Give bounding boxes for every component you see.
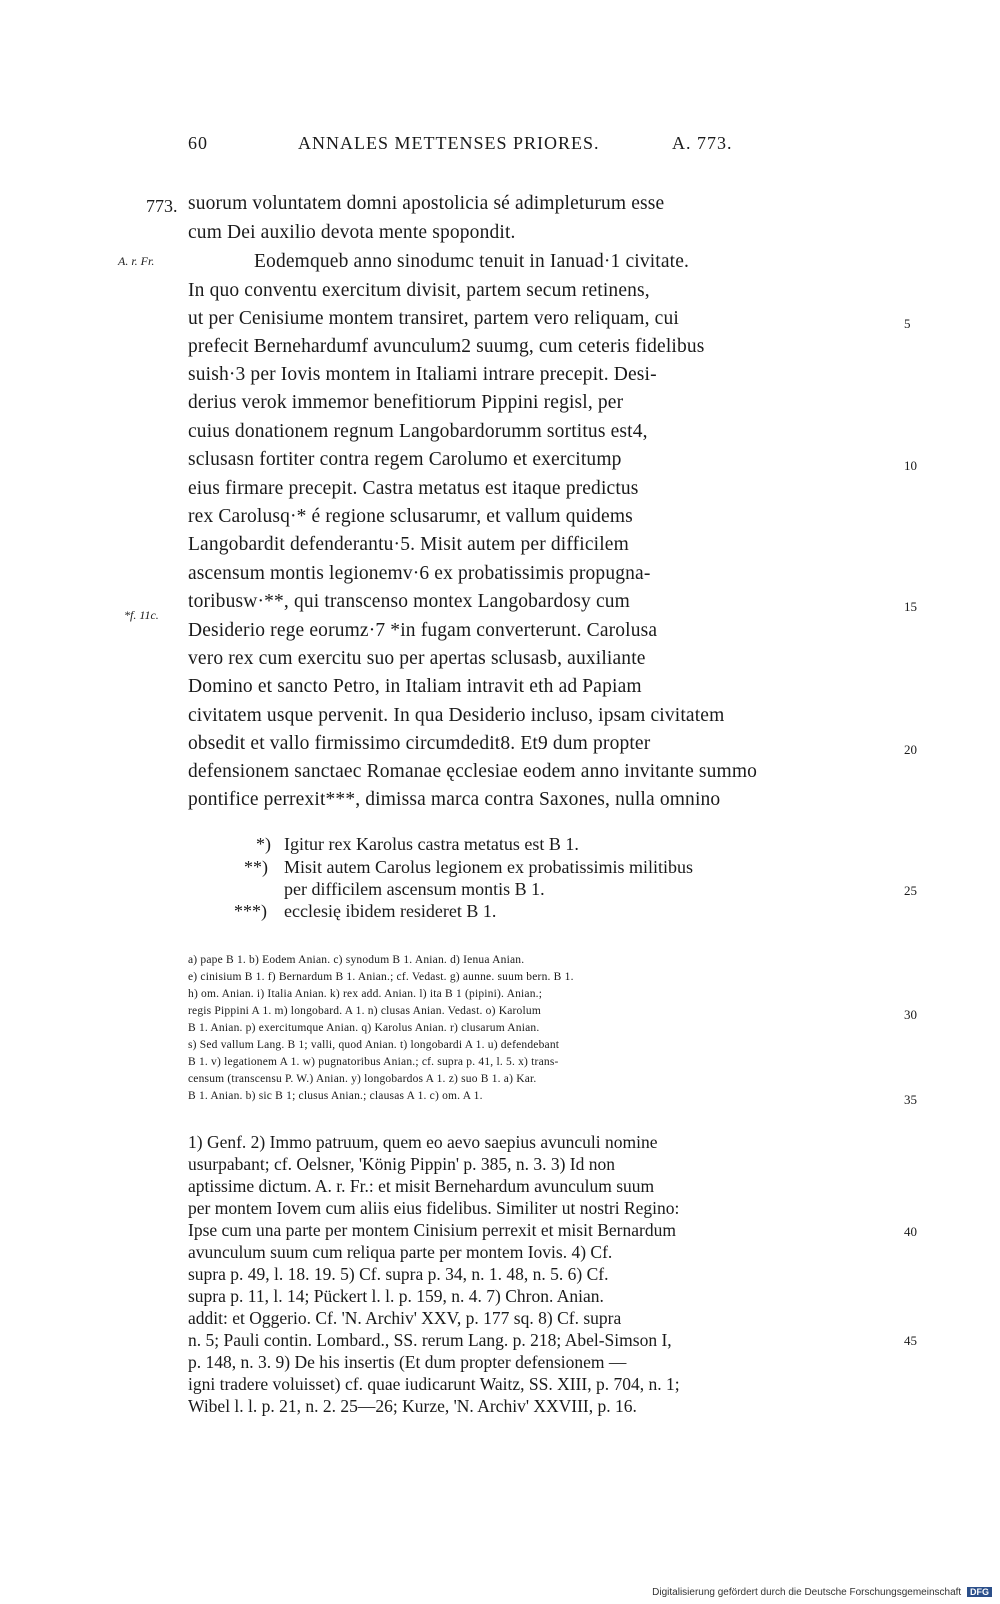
footnote-line: aptissime dictum. A. r. Fr.: et misit Bernehardum avunculum suum	[188, 1176, 655, 1196]
body-line: pontifice perrexit***, dimissa marca contra Saxones, nulla omnino	[188, 789, 721, 810]
star-note-text: ecclesię ibidem resideret B 1.	[284, 901, 497, 921]
apparatus-line: s) Sed vallum Lang. B 1; valli, quod Anian. t) longobardi A 1. u) defendebant	[188, 1039, 560, 1051]
line-number: 45	[904, 1333, 917, 1348]
line-number: 30	[904, 1007, 917, 1022]
dfg-logo: DFG	[967, 1587, 992, 1597]
body-line: cum Dei auxilio devota mente spopondit.	[188, 222, 516, 243]
body-line: Langobardit defenderantu·5. Misit autem per difficilem	[188, 534, 629, 555]
line-number: 10	[904, 458, 917, 473]
footnote-line: igni tradere voluisset) cf. quae iudicarunt Waitz, SS. XIII, p. 704, n. 1;	[188, 1374, 680, 1394]
body-line: In quo conventu exercitum divisit, partem secum retinens,	[188, 280, 650, 301]
body-line: derius verok immemor benefitiorum Pippini regisl, per	[188, 392, 624, 413]
apparatus-line: censum (transcensu P. W.) Anian. y) longobardos A 1. z) suo B 1. a) Kar.	[188, 1073, 537, 1085]
footnote-line: p. 148, n. 3. 9) De his insertis (Et dum propter defensionem —	[188, 1352, 627, 1372]
apparatus-line: a) pape B 1. b) Eodem Anian. c) synodum B 1. Anian. d) Ienua Anian.	[188, 954, 525, 966]
apparatus-line: B 1. Anian. b) sic B 1; clusus Anian.; clausas A 1. c) om. A 1.	[188, 1090, 483, 1102]
line-number: 35	[904, 1092, 917, 1107]
footnote-line: supra p. 11, l. 14; Pückert l. l. p. 159, n. 4. 7) Chron. Anian.	[188, 1286, 604, 1306]
footnote-line: supra p. 49, l. 18. 19. 5) Cf. supra p. 34, n. 1. 48, n. 5. 6) Cf.	[188, 1264, 609, 1284]
body-line: obsedit et vallo firmissimo circumdedit8. Et9 dum propter	[188, 733, 651, 754]
footnote-line: Wibel l. l. p. 21, n. 2. 25—26; Kurze, 'N. Archiv' XXVIII, p. 16.	[188, 1396, 637, 1416]
body-line: cuius donationem regnum Langobardorumm sortitus est4,	[188, 421, 648, 442]
apparatus-line: B 1. Anian. p) exercitumque Anian. q) Karolus Anian. r) clusarum Anian.	[188, 1022, 540, 1034]
body-line: Eodemqueb anno sinodumc tenuit in Ianuad·1 civitate.	[254, 251, 690, 272]
body-line: suorum voluntatem domni apostolicia sé adimpleturum esse	[188, 193, 665, 214]
star-note-text: Igitur rex Karolus castra metatus est B 1.	[284, 834, 579, 854]
star-note-mark: ***)	[234, 901, 267, 921]
footnote-line: Ipse cum una parte per montem Cinisium perrexit et misit Bernardum	[188, 1220, 676, 1240]
apparatus-line: e) cinisium B 1. f) Bernardum B 1. Anian.; cf. Vedast. g) aunne. suum bern. B 1.	[188, 971, 574, 983]
body-line: sclusasn fortiter contra regem Carolumo et exercitump	[188, 449, 622, 470]
apparatus-line: h) om. Anian. i) Italia Anian. k) rex add. Anian. l) ita B 1 (pipini). Anian.;	[188, 988, 543, 1000]
body-line: rex Carolusq·* é regione sclusarumr, et vallum quidems	[188, 506, 633, 527]
body-line: ascensum montis legionemv·6 ex probatissimis propugna-	[188, 563, 651, 584]
body-line: suish·3 per Iovis montem in Italiami intrare precepit. Desi-	[188, 364, 657, 385]
body-line: toribusw·**, qui transcenso montex Langobardosy cum	[188, 591, 630, 612]
star-note-text: Misit autem Carolus legionem ex probatissimis militibus	[284, 857, 693, 877]
star-note-text: per difficilem ascensum montis B 1.	[284, 879, 545, 899]
running-title: ANNALES METTENSES PRIORES.	[298, 133, 600, 153]
page-number: 60	[188, 133, 208, 153]
body-line: eius firmare precepit. Castra metatus est itaque predictus	[188, 478, 639, 499]
apparatus-line: regis Pippini A 1. m) longobard. A 1. n) clusas Anian. Vedast. o) Karolum	[188, 1005, 541, 1017]
footer-text: Digitalisierung gefördert durch die Deutsche Forschungsgemeinschaft	[652, 1587, 962, 1598]
body-line: vero rex cum exercitu suo per apertas sclusasb, auxiliante	[188, 648, 646, 669]
line-number: 15	[904, 599, 917, 614]
body-line: Domino et sancto Petro, in Italiam intravit eth ad Papiam	[188, 676, 642, 697]
body-line: civitatem usque pervenit. In qua Desiderio incluso, ipsam civitatem	[188, 705, 725, 726]
body-line: Desiderio rege eorumz·7 *in fugam converterunt. Carolusa	[188, 620, 658, 641]
footnote-line: addit: et Oggerio. Cf. 'N. Archiv' XXV, p. 177 sq. 8) Cf. supra	[188, 1308, 622, 1328]
footnote-line: per montem Iovem cum aliis eius fidelibus. Similiter ut nostri Regino:	[188, 1198, 680, 1218]
footnote-line: n. 5; Pauli contin. Lombard., SS. rerum Lang. p. 218; Abel-Simson I,	[188, 1330, 672, 1350]
line-number: 40	[904, 1224, 917, 1239]
margin-year: 773.	[146, 196, 178, 216]
apparatus-line: B 1. v) legationem A 1. w) pugnatoribus Anian.; cf. supra p. 41, l. 5. x) trans-	[188, 1056, 559, 1068]
margin-folio: *f. 11c.	[124, 608, 159, 622]
body-line: defensionem sanctaec Romanae ęcclesiae eodem anno invitante summo	[188, 761, 758, 782]
line-number: 20	[904, 742, 917, 757]
body-line: prefecit Bernehardumf avunculum2 suumg, cum ceteris fidelibus	[188, 336, 705, 357]
star-note-mark: *)	[256, 834, 271, 854]
footnote-line: usurpabant; cf. Oelsner, 'König Pippin' p. 385, n. 3. 3) Id non	[188, 1154, 616, 1174]
line-number: 25	[904, 883, 917, 898]
footnote-line: avunculum suum cum reliqua parte per montem Iovis. 4) Cf.	[188, 1242, 613, 1262]
header-year: A. 773.	[672, 133, 733, 153]
star-note-mark: **)	[244, 857, 268, 877]
digitization-footer	[652, 1587, 992, 1598]
margin-source: A. r. Fr.	[118, 254, 155, 268]
line-number: 5	[904, 316, 911, 331]
footnote-line: 1) Genf. 2) Immo patruum, quem eo aevo saepius avunculi nomine	[188, 1132, 658, 1152]
body-line: ut per Cenisiume montem transiret, partem vero reliquam, cui	[188, 308, 679, 329]
